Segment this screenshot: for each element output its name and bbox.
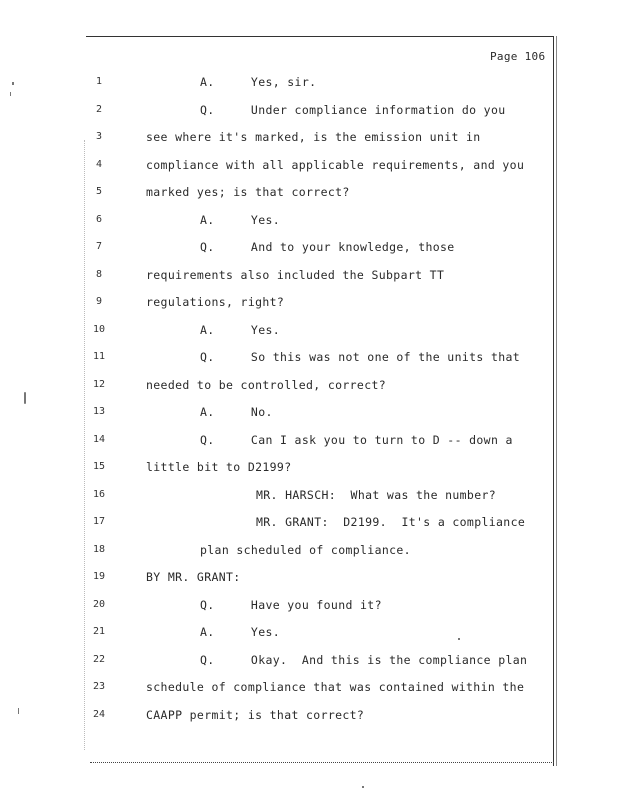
transcript-line: Q. Can I ask you to turn to D -- down a	[200, 432, 513, 447]
line-number: 14	[92, 433, 106, 445]
transcript-line: Q. Have you found it?	[200, 597, 382, 612]
transcript-line: A. No.	[200, 405, 273, 419]
line-number: 23	[92, 681, 106, 692]
top-border	[86, 36, 554, 37]
transcript-line: A. Yes.	[200, 212, 281, 227]
line-number: 4	[95, 158, 103, 170]
transcript-line: CAAPP permit; is that correct?	[146, 707, 365, 722]
transcript-line: Q. Under compliance information do you	[200, 102, 506, 117]
line-number: 10	[92, 323, 106, 335]
transcript-line: requirements also included the Subpart TT	[146, 267, 445, 282]
line-number: 24	[92, 708, 106, 720]
scan-speck	[10, 92, 11, 96]
transcript-line: A. Yes.	[200, 322, 281, 337]
line-number: 12	[92, 378, 106, 390]
scan-speck	[24, 392, 26, 404]
transcript-line: MR. HARSCH: What was the number?	[256, 487, 497, 502]
line-number: 22	[92, 653, 106, 665]
right-border	[553, 36, 554, 766]
line-number: 15	[92, 461, 106, 472]
line-number: 11	[92, 351, 106, 362]
transcript-line: MR. GRANT: D2199. It's a compliance	[256, 515, 526, 529]
bottom-border	[90, 762, 554, 763]
line-number: 17	[92, 516, 106, 527]
line-number: 19	[92, 571, 106, 582]
transcript-line: see where it's marked, is the emission unit in	[146, 130, 481, 144]
line-number: 5	[95, 186, 103, 197]
line-number: 6	[95, 213, 103, 225]
transcript-line: BY MR. GRANT:	[146, 570, 241, 584]
transcript-line: little bit to D2199?	[146, 460, 292, 474]
left-margin-line	[84, 140, 85, 750]
line-number: 2	[95, 103, 103, 115]
scan-speck	[362, 786, 364, 788]
line-number: 18	[92, 543, 106, 555]
line-number: 8	[95, 268, 103, 280]
line-number: 21	[92, 626, 106, 637]
line-number: 16	[92, 488, 106, 500]
transcript-line: schedule of compliance that was contained within the	[146, 680, 525, 694]
transcript-line: A. Yes, sir.	[200, 75, 317, 89]
line-number: 7	[95, 241, 103, 252]
transcript-line: needed to be controlled, correct?	[146, 377, 387, 392]
transcript-line: Q. Okay. And this is the compliance plan	[200, 652, 528, 667]
line-number: 9	[95, 296, 103, 307]
scan-speck	[12, 82, 14, 85]
transcript-line: compliance with all applicable requirements, and you	[146, 157, 525, 172]
transcript-line: Q. And to your knowledge, those	[200, 240, 455, 254]
line-number: 13	[92, 406, 106, 417]
line-number: 3	[95, 131, 103, 142]
transcript-line: regulations, right?	[146, 295, 285, 309]
transcript-line: plan scheduled of compliance.	[200, 542, 411, 557]
transcript-line: Q. So this was not one of the units that	[200, 350, 521, 364]
scan-speck	[18, 708, 19, 714]
right-border-inner	[556, 36, 557, 766]
page-number: Page 106	[490, 50, 546, 63]
line-number: 1	[95, 76, 103, 87]
transcript-line: A. Yes.	[200, 625, 281, 639]
transcript-line: marked yes; is that correct?	[146, 185, 350, 199]
scan-speck	[458, 638, 460, 640]
line-number: 20	[92, 598, 106, 610]
